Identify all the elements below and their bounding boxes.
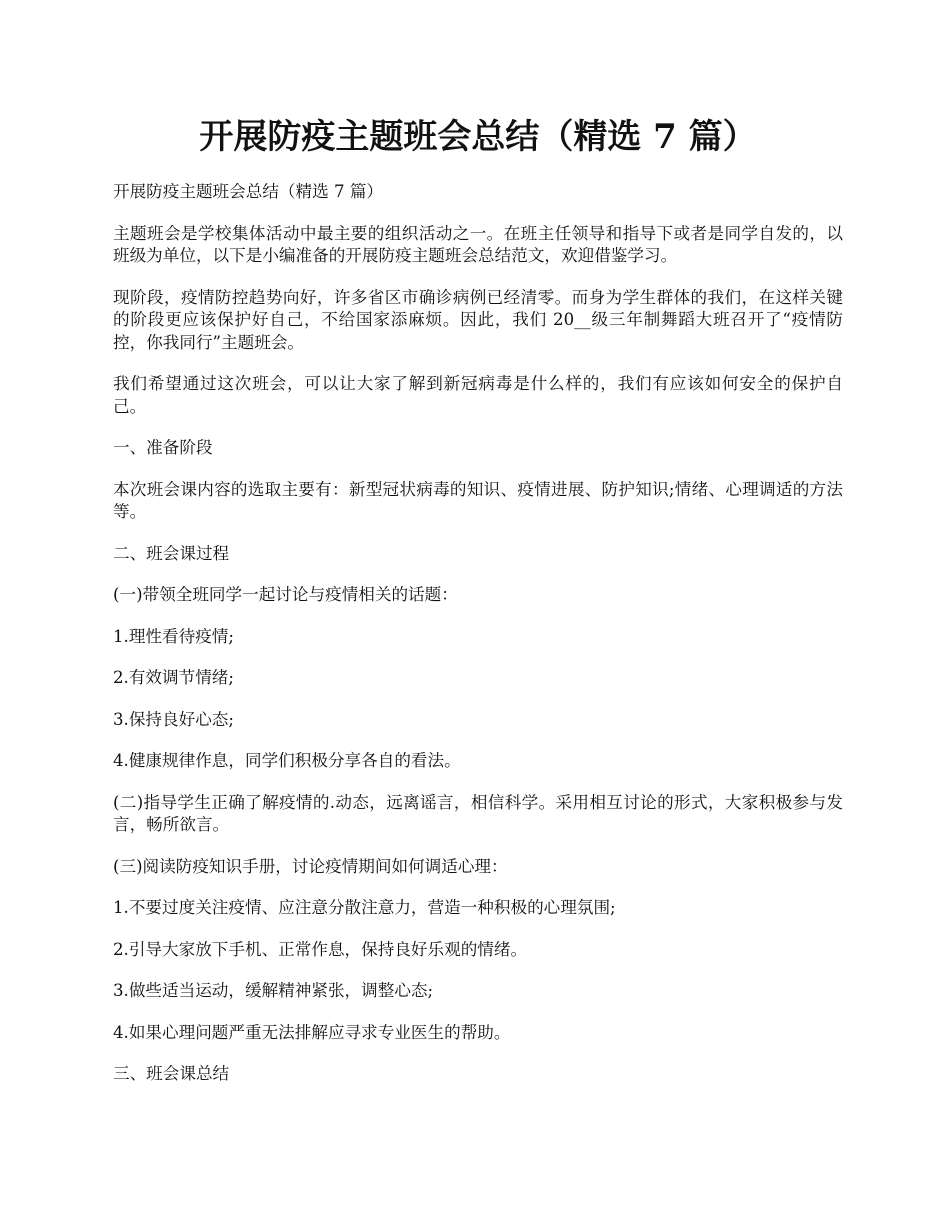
purpose-paragraph: 我们希望通过这次班会，可以让大家了解到新冠病毒是什么样的，我们有应该如何安全的保护自己。 [113, 374, 843, 416]
document-body [113, 181, 843, 1105]
section-heading-preparation: 一、准备阶段 [113, 438, 213, 457]
list-item: 3.做些适当运动，缓解精神紧张，调整心态; [113, 981, 434, 1000]
process-item-3: (三)阅读防疫知识手册，讨论疫情期间如何调适心理： [113, 856, 508, 876]
process-item-1: (一)带领全班同学一起讨论与疫情相关的话题： [113, 585, 458, 604]
process-item-2: (二)指导学生正确了解疫情的.动态，远离谣言，相信科学。采用相互讨论的形式，大家积极参与发言，畅所欲言。 [113, 792, 843, 834]
list-item: 4.健康规律作息，同学们积极分享各自的看法。 [113, 751, 461, 770]
intro-paragraph: 主题班会是学校集体活动中最主要的组织活动之一。在班主任领导和指导下或者是同学自发的，以班级为单位，以下是小编准备的开展防疫主题班会总结范文，欢迎借鉴学习。 [113, 223, 843, 265]
list-item: 1.不要过度关注疫情、应注意分散注意力，营造一种积极的心理氛围; [113, 898, 616, 917]
background-paragraph: 现阶段，疫情防控趋势向好，许多省区市确诊病例已经清零。而身为学生群体的我们，在这样关键的阶段更应该保护好自己，不给国家添麻烦。因此，我们 20__级三年制舞蹈大班召开了“疫情防控，你我同行”主题班会。 [113, 287, 843, 352]
subtitle-paragraph: 开展防疫主题班会总结（精选 7 篇） [113, 182, 384, 201]
list-item: 3.保持良好心态; [113, 709, 234, 729]
preparation-paragraph: 本次班会课内容的选取主要有：新型冠状病毒的知识、疫情进展、防护知识;情绪、心理调适的方法等。 [113, 479, 843, 521]
section-heading-process: 二、班会课过程 [113, 543, 230, 563]
list-item: 2.有效调节情绪; [113, 668, 234, 687]
document-title: 开展防疫主题班会总结（精选 7 篇） [199, 117, 757, 157]
list-item: 2.引导大家放下手机、正常作息，保持良好乐观的情绪。 [113, 939, 528, 959]
list-item: 1.理性看待疫情; [113, 626, 234, 646]
section-heading-summary: 三、班会课总结 [113, 1064, 230, 1083]
list-item: 4.如果心理问题严重无法排解应寻求专业医生的帮助。 [113, 1022, 511, 1042]
